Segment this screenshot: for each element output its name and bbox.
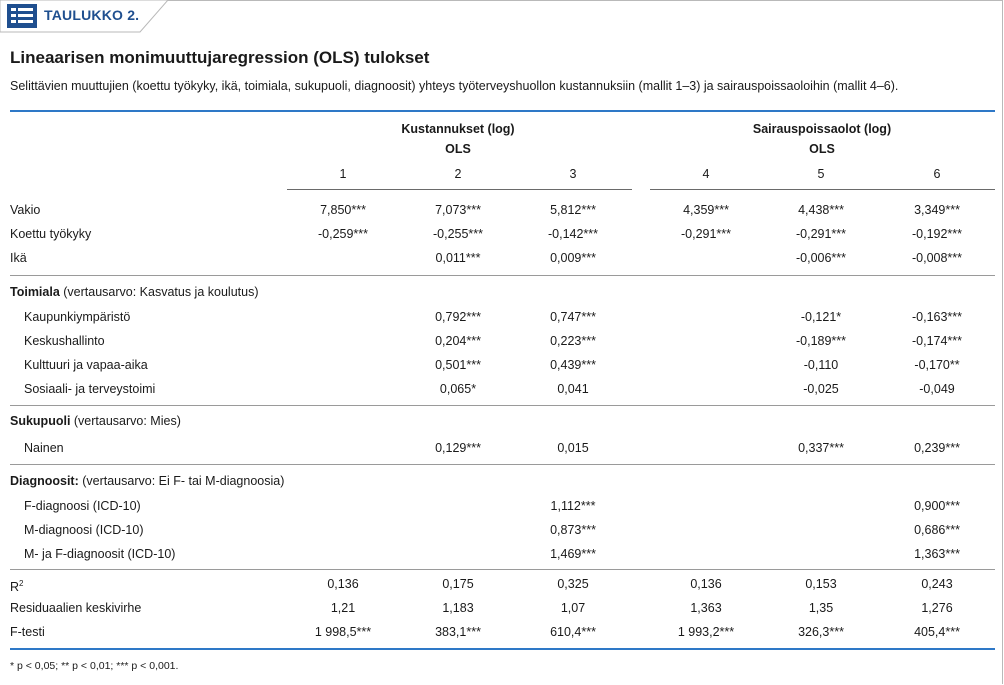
row-label-text: Vakio [10, 203, 41, 217]
row-label-text: M-diagnoosi (ICD-10) [24, 523, 144, 537]
table-list-icon [7, 4, 37, 28]
row-label-text: F-diagnoosi (ICD-10) [24, 499, 141, 513]
table-cell: 1,112*** [550, 499, 596, 513]
row-label-text: M- ja F-diagnoosit (ICD-10) [24, 547, 176, 561]
row-label [24, 498, 141, 514]
section-heading [10, 413, 181, 429]
section-title: Diagnoosit: [10, 474, 79, 488]
table-cell: 1,363 [690, 601, 722, 615]
row-label [10, 250, 27, 266]
table-cell: -0,259*** [317, 227, 369, 241]
model-number: 6 [933, 167, 941, 181]
table-cell: 7,850*** [320, 203, 366, 217]
table-cell: 1,363*** [914, 547, 960, 561]
row-label-text: F-testi [10, 625, 45, 639]
table-cell: -0,291*** [795, 227, 847, 241]
group-method: OLS [809, 142, 835, 156]
row-label [10, 624, 45, 640]
table-cell: 0,747*** [550, 310, 596, 324]
superscript: 2 [19, 579, 24, 588]
table-cell: 0,204*** [435, 334, 481, 348]
table-cell: 0,015 [557, 441, 589, 455]
table-cell: 0,337*** [798, 441, 844, 455]
table-cell: -0,192*** [911, 227, 963, 241]
row-label-text: Ikä [10, 251, 27, 265]
section-heading [10, 284, 258, 300]
table-cell: 3,349*** [914, 203, 960, 217]
table-cell: 383,1*** [435, 625, 481, 639]
row-label [24, 309, 130, 325]
table-cell: 1,07 [560, 601, 586, 615]
group-method: OLS [445, 142, 471, 156]
table-cell: 326,3*** [798, 625, 844, 639]
model-number: 1 [339, 167, 347, 181]
row-label [24, 546, 175, 562]
table-cell: 0,239*** [914, 441, 960, 455]
table-cell: 0,686*** [914, 523, 960, 537]
table-cell: 0,041 [557, 382, 589, 396]
row-label-text: Koettu työkyky [10, 227, 92, 241]
table-cell: 5,812*** [550, 203, 596, 217]
group-header: Kustannukset (log) [401, 122, 515, 136]
table-subtitle: Selittävien muuttujien (koettu työkyky, ikä, toimiala, sukupuoli, diagnoosit) yhteys työterveyshuollon kustannuksiin (mallit 1–3) ja sairauspoissaoloihin (mallit 4–6). [10, 79, 899, 93]
table-cell: -0,255*** [432, 227, 484, 241]
table-cell: 0,175 [442, 577, 474, 591]
row-label-text: Kaupunkiympäristö [24, 310, 131, 324]
group-rule-left [287, 189, 632, 190]
section-reference: (vertausarvo: Ei F- tai M-diagnoosia) [78, 474, 285, 488]
row-label-text: Nainen [24, 441, 64, 455]
table-cell: 1 998,5*** [314, 625, 372, 639]
table-cell: 0,243 [921, 577, 953, 591]
row-label-text: Sosiaali- ja terveystoimi [24, 382, 156, 396]
table-cell: -0,025 [803, 382, 839, 396]
table-cell: 1 993,2*** [677, 625, 735, 639]
table-cell: 1,21 [330, 601, 356, 615]
row-label [24, 357, 148, 373]
table-cell: 0,136 [690, 577, 722, 591]
table-cell: -0,008*** [911, 251, 963, 265]
table-cell: -0,049 [919, 382, 955, 396]
table-cell: -0,142*** [547, 227, 599, 241]
footnote: * p < 0,05; ** p < 0,01; *** p < 0,001. [10, 660, 179, 672]
table-cell: 1,276 [921, 601, 953, 615]
table-cell: -0,189*** [795, 334, 847, 348]
table-cell: 1,35 [808, 601, 834, 615]
row-label [10, 600, 141, 616]
top-rule [10, 110, 995, 112]
model-number: 2 [454, 167, 462, 181]
table-cell: 0,065* [439, 382, 477, 396]
table-cell: 0,325 [557, 577, 589, 591]
table-cell: 0,501*** [435, 358, 481, 372]
section-rule [10, 405, 995, 406]
section-reference: (vertausarvo: Kasvatus ja koulutus) [59, 285, 259, 299]
table-cell: 4,359*** [683, 203, 729, 217]
table-cell: 0,900*** [914, 499, 960, 513]
section-rule [10, 464, 995, 465]
bottom-rule [10, 648, 995, 650]
table-cell: 0,223*** [550, 334, 596, 348]
model-number: 5 [817, 167, 825, 181]
group-header: Sairauspoissaolot (log) [752, 122, 892, 136]
model-number: 3 [569, 167, 577, 181]
section-rule [10, 569, 995, 570]
row-label-text: Kulttuuri ja vapaa-aika [24, 358, 148, 372]
row-label-text: Keskushallinto [24, 334, 105, 348]
model-number: 4 [702, 167, 710, 181]
group-rule-right [650, 189, 995, 190]
table-cell: 1,183 [442, 601, 474, 615]
table-cell: 0,873*** [550, 523, 596, 537]
section-rule [10, 275, 995, 276]
row-label [24, 381, 155, 397]
table-title: Lineaarisen monimuuttujaregression (OLS) tulokset [10, 48, 430, 67]
section-reference: (vertausarvo: Mies) [70, 414, 181, 428]
table-cell: 0,129*** [435, 441, 481, 455]
table-cell: -0,291*** [680, 227, 732, 241]
table-cell: 1,469*** [550, 547, 596, 561]
table-tab [0, 0, 168, 32]
table-cell: 0,136 [327, 577, 359, 591]
row-label-text: R [10, 580, 20, 595]
table-cell: -0,170** [914, 358, 960, 372]
table-cell: -0,121* [800, 310, 842, 324]
section-title: Toimiala [10, 285, 60, 299]
table-number: TAULUKKO 2. [44, 7, 140, 23]
table-cell: 4,438*** [798, 203, 844, 217]
table-cell: 610,4*** [550, 625, 596, 639]
section-title: Sukupuoli [10, 414, 71, 428]
row-label [10, 226, 91, 242]
table-cell: -0,110 [803, 358, 839, 372]
row-label [24, 333, 105, 349]
table-cell: 405,4*** [914, 625, 960, 639]
row-label [24, 440, 64, 456]
table-cell: 0,792*** [435, 310, 481, 324]
table-cell: 7,073*** [435, 203, 481, 217]
row-label-text: Residuaalien keskivirhe [10, 601, 142, 615]
table-cell: 0,009*** [550, 251, 596, 265]
table-cell: 0,011*** [435, 251, 481, 265]
table-cell: 0,439*** [550, 358, 596, 372]
table-cell: -0,163*** [911, 310, 963, 324]
row-label [24, 522, 143, 538]
table-cell: -0,006*** [795, 251, 847, 265]
row-label [10, 202, 40, 218]
table-cell: -0,174*** [911, 334, 963, 348]
section-heading [10, 473, 284, 489]
table-cell: 0,153 [805, 577, 837, 591]
row-label [10, 576, 23, 595]
